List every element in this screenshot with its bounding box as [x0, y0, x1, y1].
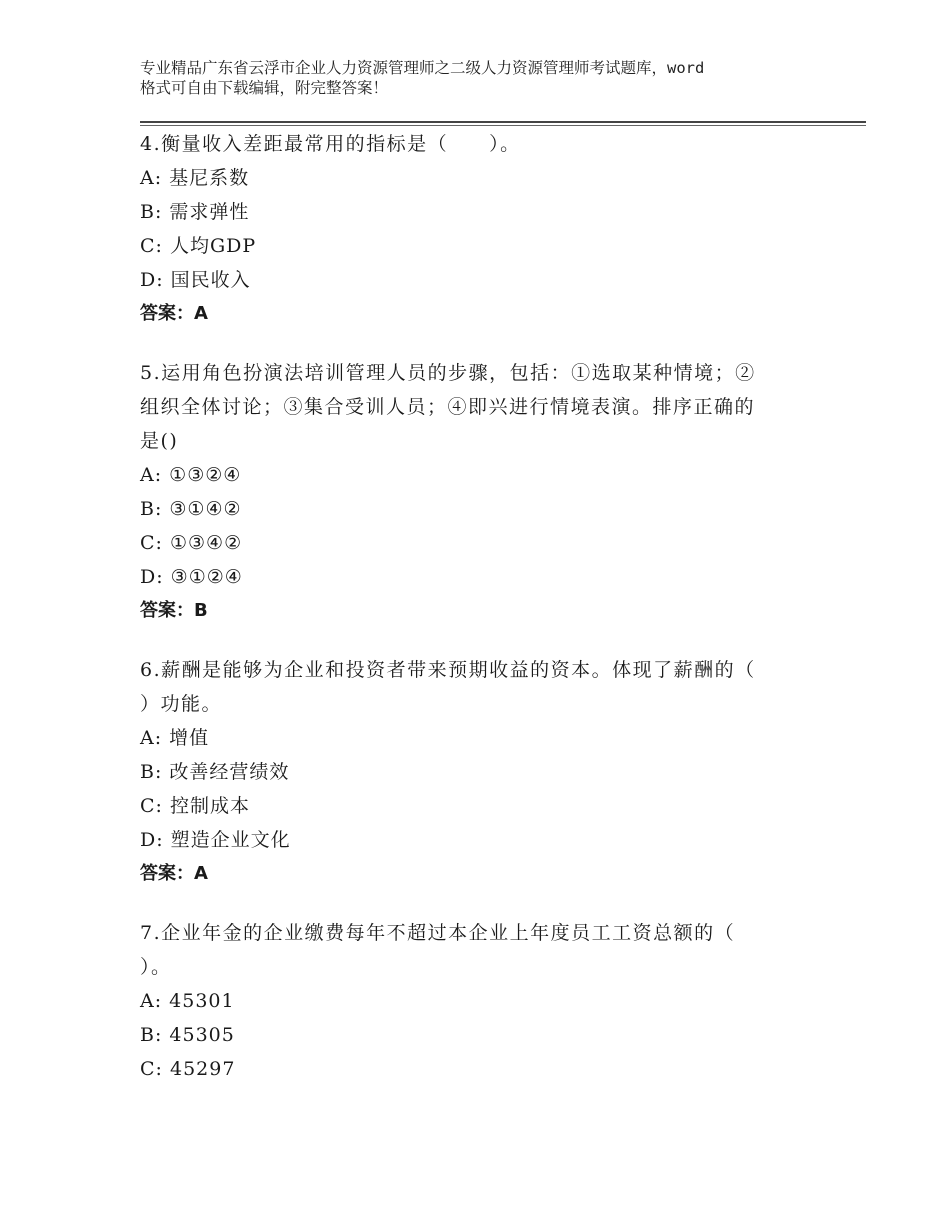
option-a: A: 增值 — [140, 727, 210, 749]
question-stem-line-1: 7.企业年金的企业缴费每年不超过本企业上年度员工工资总额的（ — [140, 922, 736, 944]
answer-value: B — [194, 600, 208, 621]
option-c: C: 控制成本 — [140, 795, 250, 817]
question-4 — [140, 127, 830, 331]
option-d: D: ③①②④ — [140, 566, 243, 588]
answer-label: 答案： — [140, 303, 194, 324]
option-b: B: 改善经营绩效 — [140, 761, 290, 783]
question-stem-line-1: 6.薪酬是能够为企业和投资者带来预期收益的资本。体现了薪酬的（ — [140, 659, 756, 681]
answer-label: 答案： — [140, 863, 194, 884]
question-stem-line-2: ）功能。 — [140, 693, 223, 715]
question-stem-line-1: 5.运用角色扮演法培训管理人员的步骤，包括：①选取某种情境；② — [140, 362, 756, 384]
option-c: C: ①③④② — [140, 532, 243, 554]
option-b: B: ③①④② — [140, 498, 242, 520]
option-a: A: 45301 — [140, 990, 235, 1012]
question-stem-line-2: 组织全体讨论；③集合受训人员；④即兴进行情境表演。排序正确的 — [140, 396, 756, 418]
option-b: B: 45305 — [140, 1024, 235, 1046]
answer-value: A — [194, 863, 208, 884]
option-d: D: 国民收入 — [140, 269, 251, 291]
answer-label: 答案： — [140, 600, 194, 621]
question-stem: 4.衡量收入差距最常用的指标是（ ）。 — [140, 133, 521, 155]
header-line-1: 专业精品广东省云浮市企业人力资源管理师之二级人力资源管理师考试题库，word — [140, 59, 705, 77]
question-stem-line-2: ）。 — [140, 956, 172, 978]
answer-value: A — [194, 303, 208, 324]
answer-line — [140, 594, 830, 628]
question-7 — [140, 916, 830, 1086]
option-a: A: 基尼系数 — [140, 167, 250, 189]
question-5 — [140, 356, 830, 628]
question-6 — [140, 653, 830, 891]
option-c: C: 人均GDP — [140, 235, 257, 257]
option-c: C: 45297 — [140, 1058, 236, 1080]
question-list — [140, 127, 830, 1111]
header-rule-thin — [140, 125, 866, 126]
answer-line — [140, 857, 830, 891]
document-header — [140, 58, 830, 98]
option-a: A: ①③②④ — [140, 464, 242, 486]
header-line-2: 格式可自由下载编辑，附完整答案！ — [140, 79, 389, 97]
option-b: B: 需求弹性 — [140, 201, 250, 223]
answer-line — [140, 297, 830, 331]
option-d: D: 塑造企业文化 — [140, 829, 291, 851]
header-rule-thick — [140, 121, 866, 123]
question-stem-line-3: 是() — [140, 430, 179, 452]
